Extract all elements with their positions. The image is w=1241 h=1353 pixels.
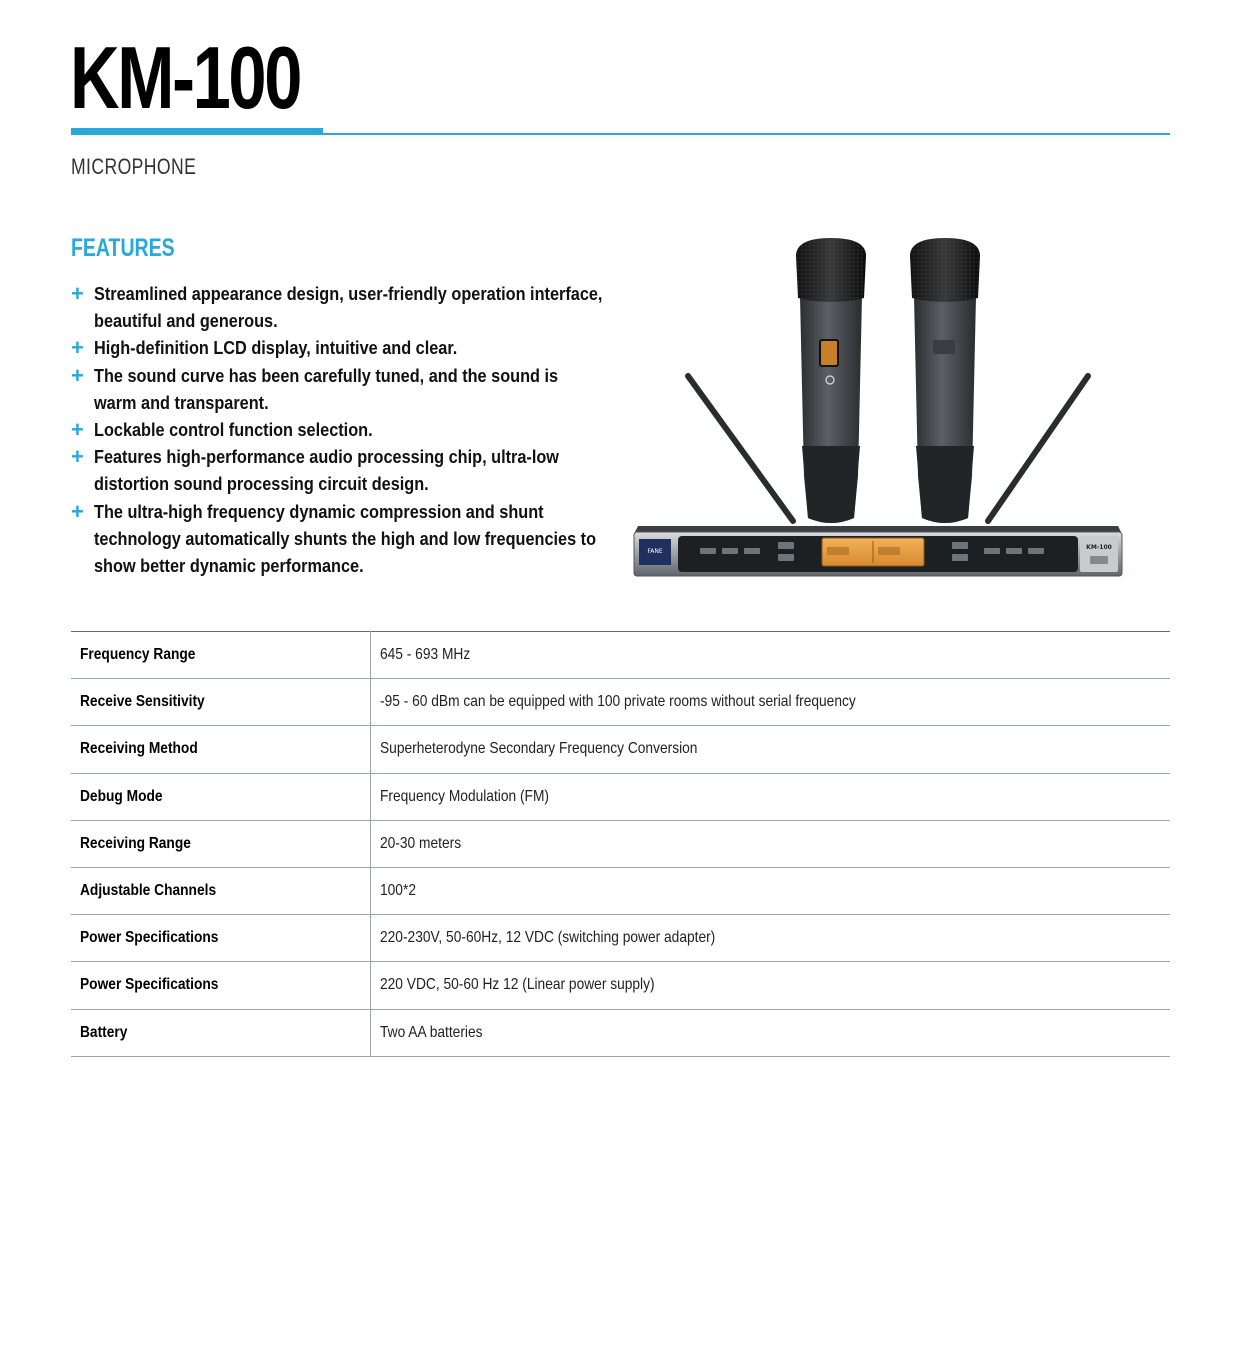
spec-value: 100*2: [380, 882, 416, 900]
table-row: [71, 632, 1170, 679]
plus-icon: +: [71, 444, 84, 470]
specs-table: [71, 631, 1170, 1057]
spec-value: Superheterodyne Secondary Frequency Conversion: [380, 740, 698, 758]
plus-icon: +: [71, 362, 84, 388]
spec-label: Receive Sensitivity: [80, 693, 205, 711]
product-image: [628, 236, 1128, 582]
feature-text: The sound curve has been carefully tuned, and the sound is warm and transparent.: [94, 364, 559, 413]
plus-icon: +: [71, 498, 84, 524]
spec-label: Receiving Method: [80, 740, 198, 758]
plus-icon: +: [71, 335, 84, 361]
table-row: [71, 679, 1170, 726]
plus-icon: +: [71, 281, 84, 306]
spec-label: Battery: [80, 1023, 128, 1041]
title-divider-accent: [71, 128, 323, 135]
microphone-right: [910, 238, 980, 523]
spec-value: 645 - 693 MHz: [380, 646, 471, 664]
spec-value: 20-30 meters: [380, 834, 462, 852]
antenna-left: [688, 376, 793, 521]
spec-label: Frequency Range: [80, 646, 196, 664]
spec-value: Frequency Modulation (FM): [380, 787, 550, 805]
feature-text: High-definition LCD display, intuitive and clear.: [94, 337, 458, 359]
table-row: [71, 1009, 1170, 1056]
spec-value: 220-230V, 50-60Hz, 12 VDC (switching power adapter): [380, 929, 716, 947]
spec-label: Power Specifications: [80, 929, 219, 947]
antenna-right: [988, 376, 1088, 521]
feature-text: Lockable control function selection.: [94, 419, 373, 441]
spec-value: Two AA batteries: [380, 1023, 483, 1041]
spec-value: 220 VDC, 50-60 Hz 12 (Linear power supply): [380, 976, 655, 994]
page-title: KM-100: [70, 28, 301, 127]
microphone-left: [796, 238, 866, 523]
feature-text: Streamlined appearance design, user-friendly operation interface, beautiful and generous.: [94, 283, 603, 332]
feature-item: [71, 498, 631, 580]
feature-text: Features high-performance audio processing chip, ultra-low distortion sound processing circuit design.: [94, 446, 559, 495]
spec-label: Debug Mode: [80, 787, 163, 805]
spec-label: Power Specifications: [80, 976, 219, 994]
receiver-model-label: KM-100: [1086, 544, 1112, 551]
features-heading: FEATURES: [71, 234, 175, 262]
page-subtitle: MICROPHONE: [71, 154, 197, 179]
features-list: [71, 280, 631, 579]
spec-label: Adjustable Channels: [80, 882, 217, 900]
table-row: [71, 962, 1170, 1009]
table-row: [71, 773, 1170, 820]
feature-text: The ultra-high frequency dynamic compression and shunt technology automatically shunts the high and low frequencies to show better dynamic performance.: [94, 500, 597, 577]
feature-item: [71, 280, 631, 334]
feature-item: [71, 443, 631, 497]
table-row: [71, 915, 1170, 962]
spec-label: Receiving Range: [80, 834, 191, 852]
plus-icon: +: [71, 417, 84, 443]
feature-item: [71, 362, 631, 416]
feature-item: [71, 334, 631, 361]
table-row: [71, 820, 1170, 867]
table-row: [71, 726, 1170, 773]
brand-badge: FANE: [647, 548, 663, 555]
feature-item: [71, 416, 631, 443]
table-row: [71, 867, 1170, 914]
spec-value: -95 - 60 dBm can be equipped with 100 private rooms without serial frequency: [380, 693, 856, 711]
